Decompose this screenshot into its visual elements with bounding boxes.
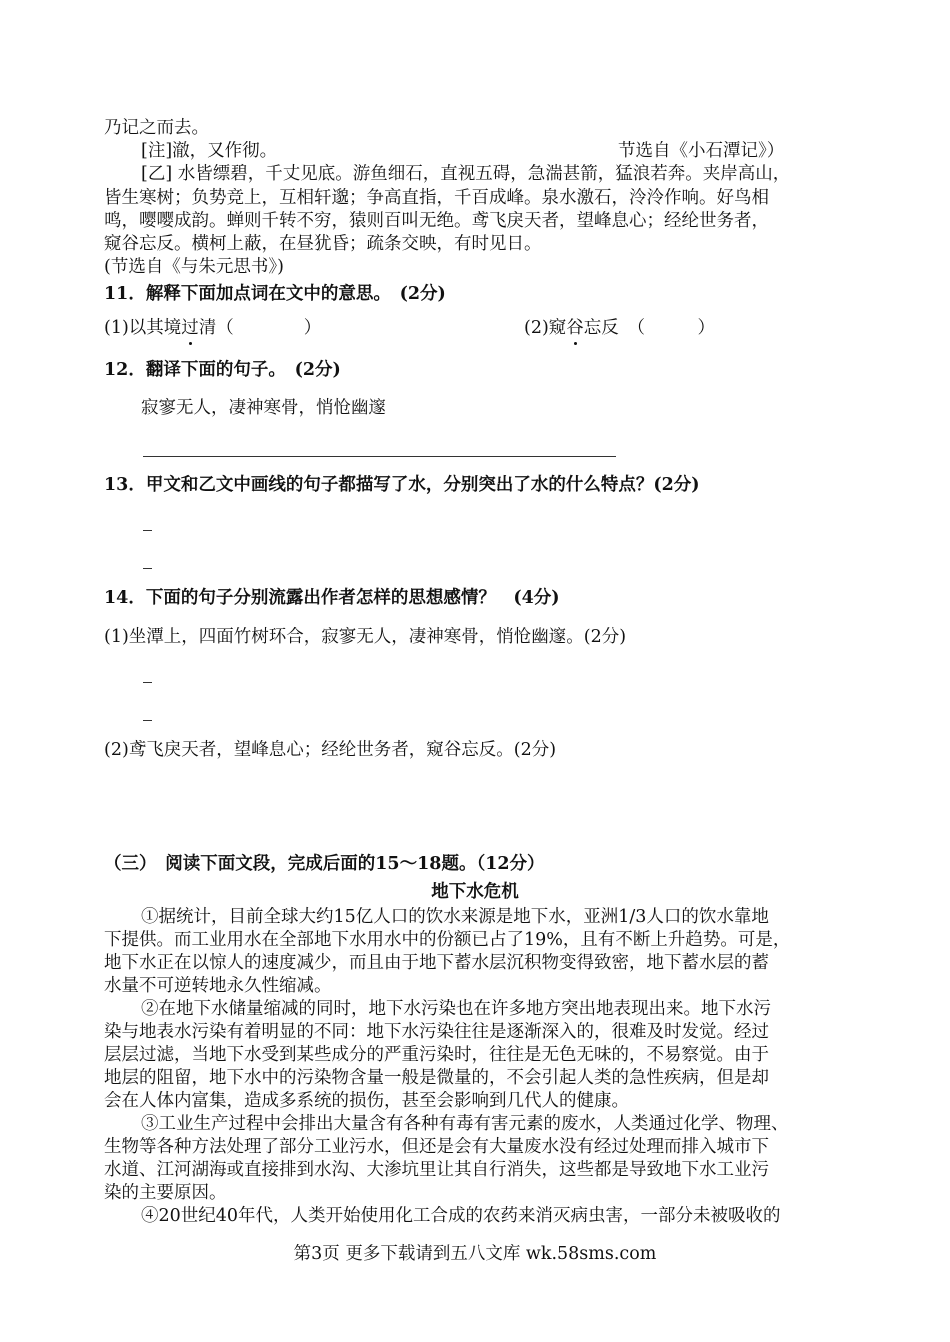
article-line: 地下水正在以惊人的速度减少，而且由于地下蓄水层沉积物变得致密，地下蓄水层的蓄 [104,953,769,973]
answer-blank [143,568,152,569]
answer-blank [143,682,152,683]
section-3-heading: （三） 阅读下面文段，完成后面的15～18题。（12分） [104,854,545,874]
question-12-sentence: 寂寥无人，凄神寒骨，悄怆幽邃 [141,398,386,418]
article-line: 会在人体内富集，造成多系统的损伤，甚至会影响到几代人的健康。 [104,1091,629,1111]
answer-blank [143,530,152,531]
answer-blank [143,720,152,721]
passage-yi-line: 鸣，嘤嘤成韵。蝉则千转不穷，猿则百叫无绝。鸢飞戾天者，望峰息心；经纶世务者， [104,211,769,231]
article-line: 水道、江河湖海或直接排到水沟、大渗坑里让其自行消失，这些都是导致地下水工业污 [104,1160,769,1180]
passage-yi-line: 窥谷忘反。横柯上蔽，在昼犹昏；疏条交映，有时见日。 [104,234,542,254]
question-14-title: 14．下面的句子分别流露出作者怎样的思想感情？ (4分) [104,588,560,608]
passage-yi-line: [乙] 水皆缥碧，千丈见底。游鱼细石，直视五碍，急湍甚箭，猛浪若奔。夹岸高山， [141,164,791,184]
question-11-item-2 [524,317,715,339]
article-line: ②在地下水储量缩减的同时，地下水污染也在许多地方突出地表现出来。地下水污 [141,999,771,1019]
passage-end-line: 乃记之而去。 [104,118,209,138]
question-11-item-1 [104,317,321,339]
q11-item2-dotted-word: 谷 [566,318,584,338]
article-line: 下提供。而工业用水在全部地下水用水中的份额已占了19%，且有不断上升趋势。可是， [104,930,791,950]
q11-item1-prefix: (1)以其境 [104,318,182,338]
article-line: ①据统计，目前全球大约15亿人口的饮水来源是地下水，亚洲1/3人口的饮水靠地 [141,907,769,927]
article-line: 水量不可逆转地永久性缩减。 [104,976,332,996]
source-note-yi: (节选自《与朱元思书》) [104,257,284,277]
q11-item1-suffix: 清（ ） [198,318,322,338]
article-line: ④20世纪40年代，人类开始使用化工合成的农药来消灭病虫害，一部分未被吸收的 [141,1206,781,1226]
answer-line [143,456,616,457]
q11-item2-prefix: (2)窥 [524,318,567,338]
q11-item2-suffix: 忘反 （ ） [583,318,716,338]
article-title: 地下水危机 [431,882,519,902]
article-line: 层层过滤，当地下水受到某些成分的严重污染时，往往是无色无味的，不易察觉。由于 [104,1045,769,1065]
q11-item1-dotted-word: 过 [181,318,199,338]
passage-yi-line: 皆生寒树；负势竞上，互相轩邈；争高直指，千百成峰。泉水激石，泠泠作响。好鸟相 [104,188,769,208]
source-note-jia: 节选自《小石潭记》） [618,141,785,161]
article-line: 染与地表水污染有着明显的不同：地下水污染往往是逐渐深入的，很难及时发觉。经过 [104,1022,769,1042]
question-14-item-1: (1)坐潭上，四面竹树环合，寂寥无人，凄神寒骨，悄怆幽邃。(2分) [104,627,627,647]
question-11-title: 11．解释下面加点词在文中的意思。 (2分) [104,284,446,304]
annotation-note: [注]澈，又作彻。 [141,141,278,161]
article-line: ③工业生产过程中会排出大量含有各种有毒有害元素的废水，人类通过化学、物理、 [141,1114,789,1134]
question-12-title: 12．翻译下面的句子。 (2分) [104,360,341,380]
page-footer: 第3页 更多下载请到五八文库 wk.58sms.com [293,1244,657,1264]
question-13-title: 13．甲文和乙文中画线的句子都描写了水，分别突出了水的什么特点？(2分) [104,475,700,495]
article-line: 染的主要原因。 [104,1183,227,1203]
article-line: 生物等各种方法处理了部分工业污水，但还是会有大量废水没有经过处理而排入城市下 [104,1137,769,1157]
question-14-item-2: (2)鸢飞戾天者，望峰息心；经纶世务者，窥谷忘反。(2分) [104,740,557,760]
article-line: 地层的阻留，地下水中的污染物含量一般是微量的，不会引起人类的急性疾病，但是却 [104,1068,769,1088]
